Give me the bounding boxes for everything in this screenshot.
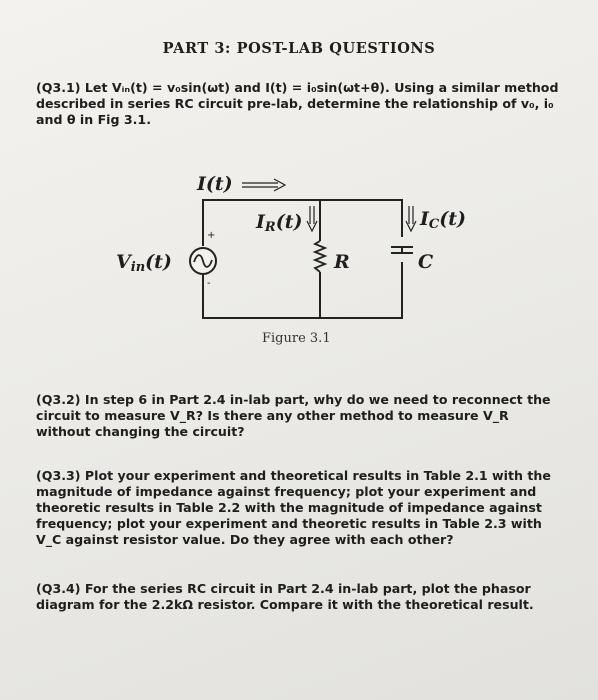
ac-source-icon [190, 248, 216, 274]
question-3-3: (Q3.3) Plot your experiment and theoretical results in Table 2.1 with the magnitude of impedance against frequency; plot your experiment and theoretic results in Table 2.2 with the magnitude of impedance against frequency; plot your experiment and theoretic results in Table 2.3 with V_C against resistor value. Do they agree with each other? [36, 468, 551, 547]
resistor-label: R [334, 251, 350, 273]
source-voltage-label: Vin(t) [116, 251, 172, 275]
capacitor-label: C [418, 251, 434, 273]
source-current-arrow [242, 179, 285, 191]
resistor-current-arrow [307, 206, 317, 231]
resistor-icon [315, 241, 325, 272]
capacitor-current-arrow [406, 206, 416, 231]
plus-sign: + [207, 230, 216, 241]
resistor-current-label: IR(t) [256, 211, 303, 235]
source-current-label: I(t) [197, 173, 233, 195]
question-3-1: (Q3.1) Let Vᵢₙ(t) = v₀sin(ωt) and I(t) = i₀sin(ωt+θ). Using a similar method described in series RC circuit pre-lab, determine the relationship of v₀, i₀ and θ in Fig 3.1. [36, 80, 559, 127]
question-3-4: (Q3.4) For the series RC circuit in Part 2.4 in-lab part, plot the phasor diagram for the 2.2kΩ resistor. Compare it with the theoretical result. [36, 581, 534, 612]
capacitor-current-label: IC(t) [420, 208, 467, 232]
circuit-wires [203, 200, 402, 318]
minus-sign: - [207, 278, 211, 289]
page-title: PART 3: POST-LAB QUESTIONS [162, 40, 436, 57]
figure-caption: Figure 3.1 [262, 331, 331, 346]
question-3-2: (Q3.2) In step 6 in Part 2.4 in-lab part, why do we need to reconnect the circuit to measure V_R? Is there any other method to measure V_R without changing the circuit? [36, 392, 551, 439]
